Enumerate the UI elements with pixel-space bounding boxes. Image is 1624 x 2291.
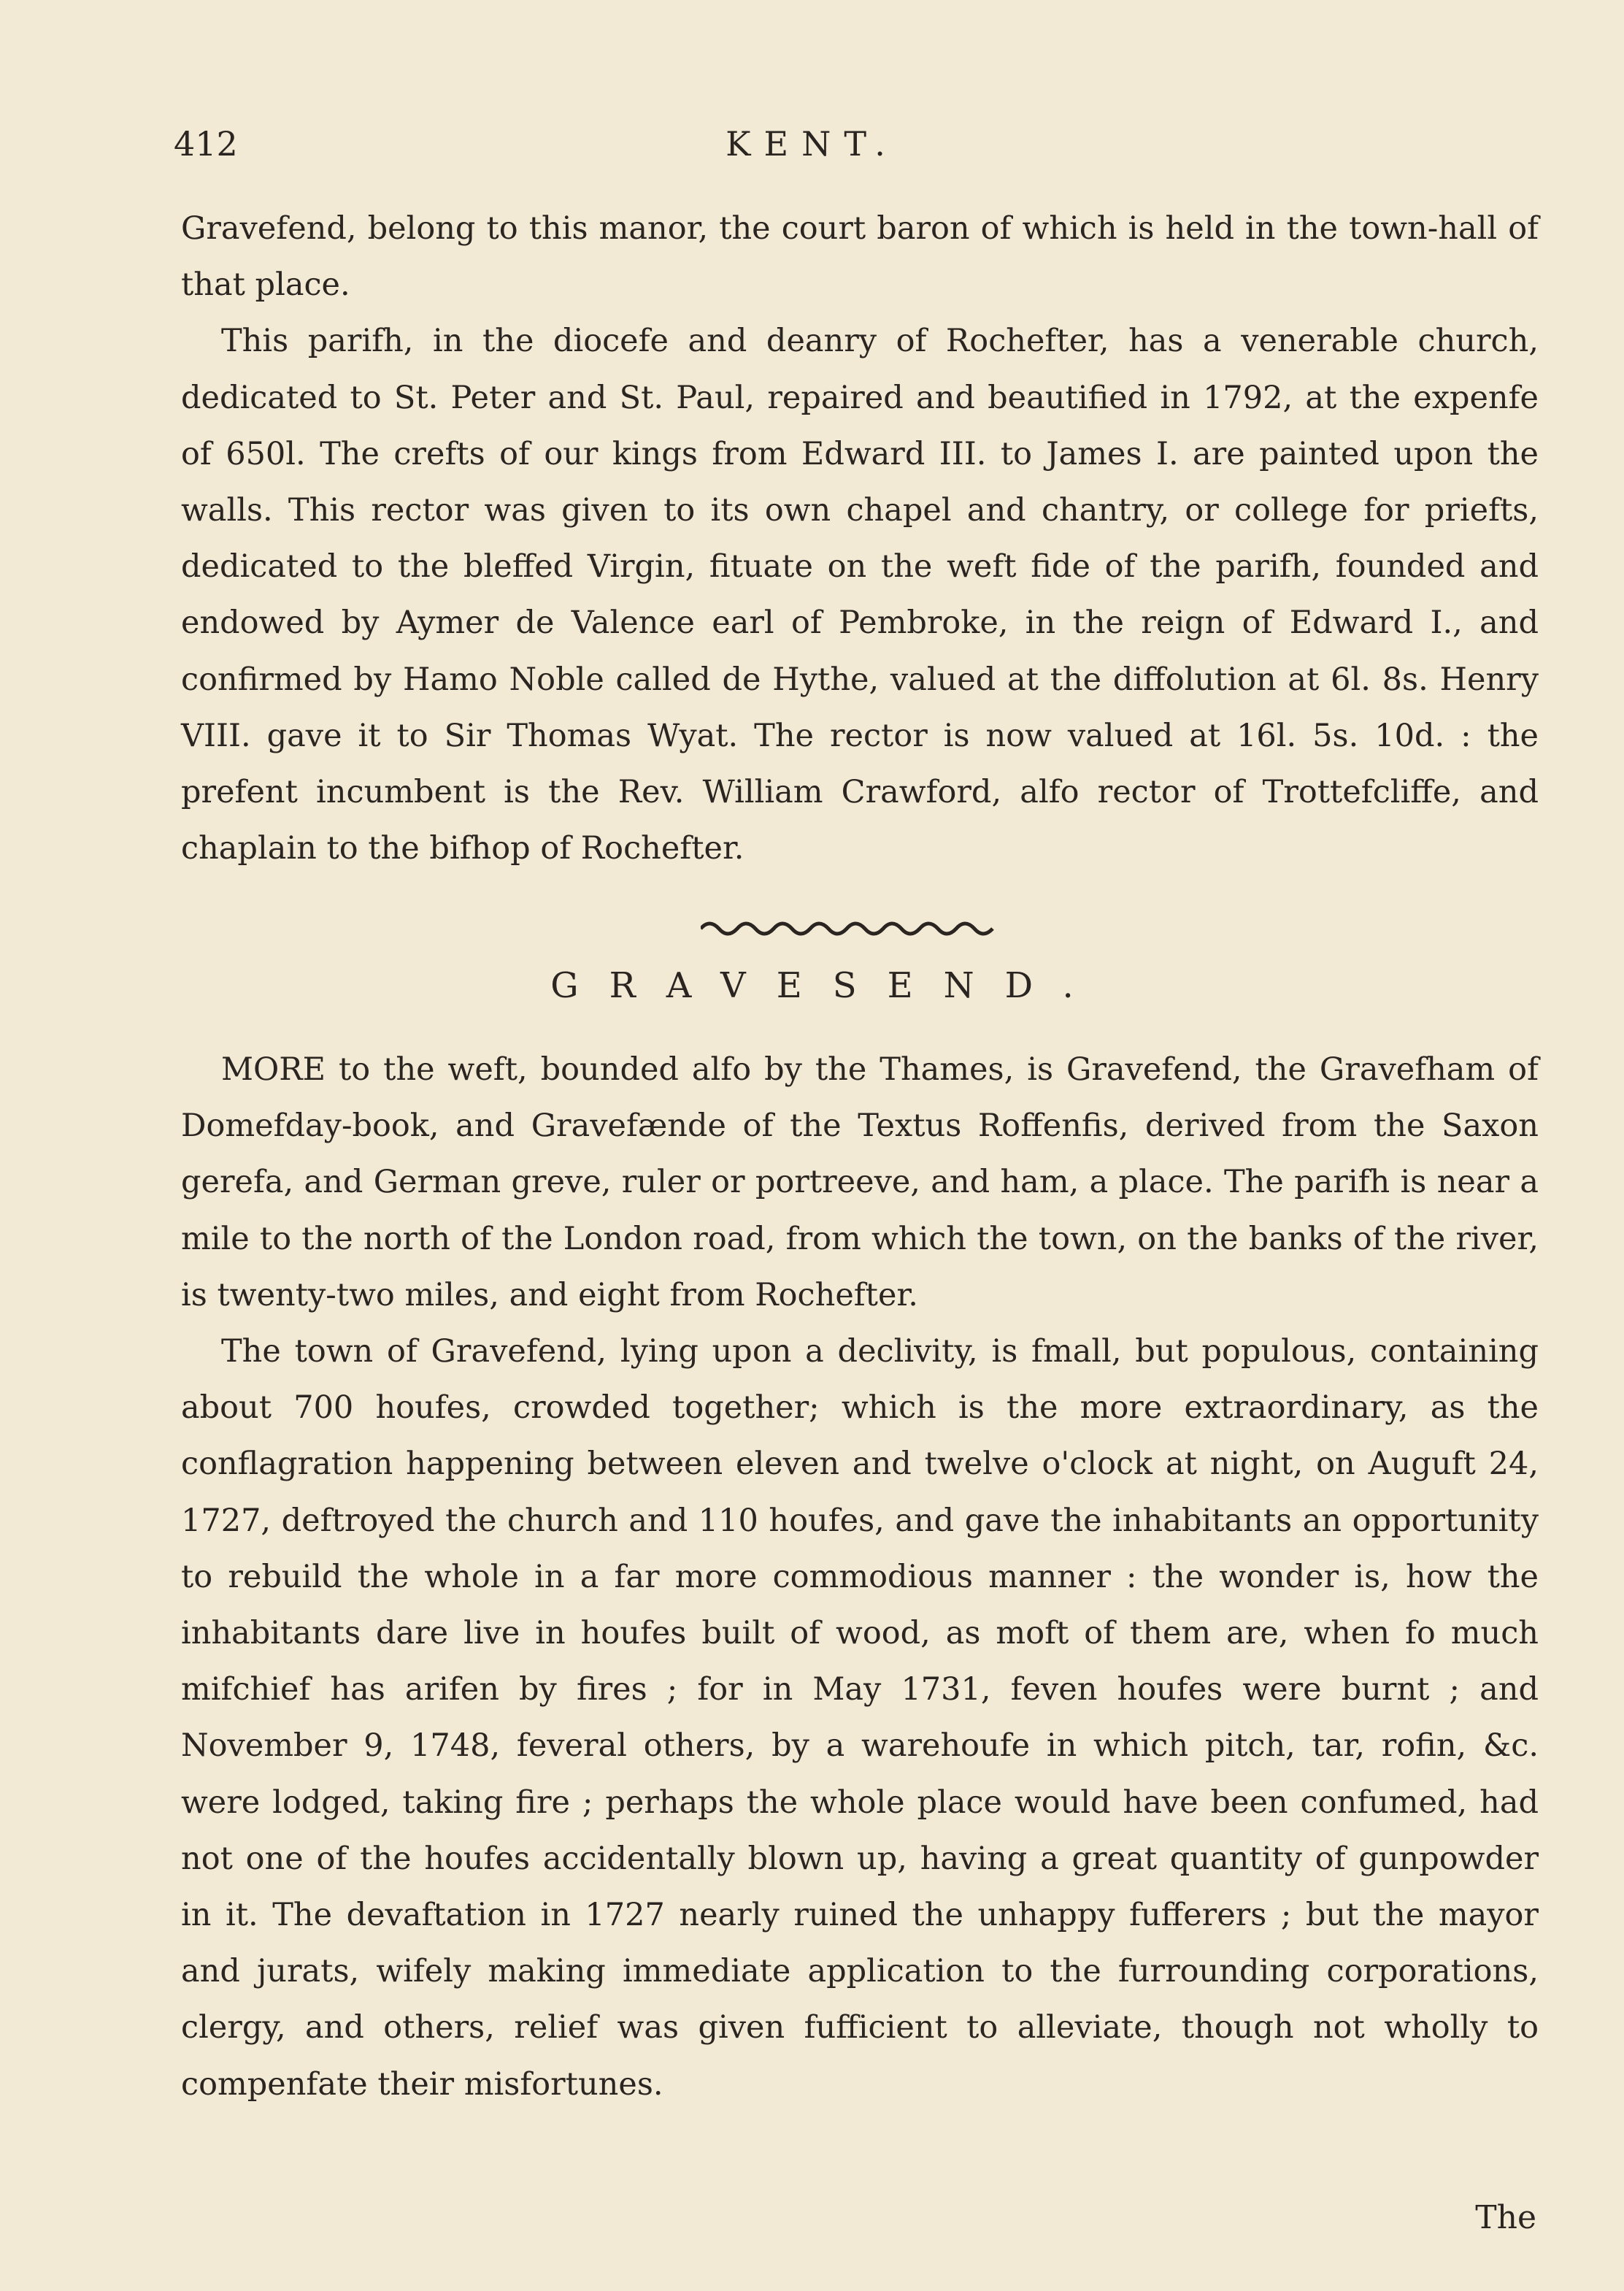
section-title: GRAVESEND. [550,965,1104,1006]
section-text [181,1042,1539,2113]
paragraph: The town of Gravefend, lying upon a declivity, is fmall, but populous, containing about 700 houfes, crowded together; which is the more extraordinary, as the conflagration happening between eleven and twelve o'clock at night, on Auguft 24, 1727, deftroyed the church and 110 houfes, and gave the inhabitants an opportunity to rebuild the whole in a far more commodious manner : the wonder is, how the inhabitants dare live in houfes built of wood, as moft of them are, when fo much mifchief has arifen by fires ; for in May 1731, feven houfes were burnt ; and November 9, 1748, feveral others, by a warehoufe in which pitch, tar, rofin, &c. were lodged, taking fire ; perhaps the whole place would have been confumed, had not one of the houfes accidentally blown up, having a great quantity of gunpowder in it. The devaftation in 1727 nearly ruined the unhappy fufferers ; but the mayor and jurats, wifely making immediate application to the furrounding corporations, clergy, and others, relief was given fufficient to alleviate, though not wholly to compenfate their misfortunes. [181,1333,1539,2103]
running-head: KENT. [726,124,898,164]
paragraph: MORE to the weft, bounded alfo by the Thames, is Gravefend, the Gravefham of Domefday-book, and Gravefænde of the Textus Roffenfis, derived from the Saxon gerefa, and German greve, ruler or portreeve, and ham, a place. The parifh is near a mile to the north of the London road, from which the town, on the banks of the river, is twenty-two miles, and eight from Rochefter. [181,1051,1539,1313]
continued-text [181,201,1539,877]
paragraph: This parifh, in the diocefe and deanry of Rochefter, has a venerable church, dedicated to St. Peter and St. Paul, repaired and beautified in 1792, at the expenfe of 650l. The crefts of our kings from Edward III. to James I. are painted upon the walls. This rector was given to its own chapel and chantry, or college for priefts, dedicated to the bleffed Virgin, fituate on the weft fide of the parifh, founded and endowed by Aymer de Valence earl of Pembroke, in the reign of Edward I., and confirmed by Hamo Noble called de Hythe, valued at the diffolution at 6l. 8s. Henry VIII. gave it to Sir Thomas Wyat. The rector is now valued at 16l. 5s. 10d. : the prefent incumbent is the Rev. William Crawford, alfo rector of Trottefcliffe, and chaplain to the bifhop of Rochefter. [181,323,1539,867]
page-number: 412 [174,124,238,164]
ornamental-divider [701,914,1000,936]
page-header [0,124,1624,175]
paragraph: Gravefend, belong to this manor, the court baron of which is held in the town-hall of that place. [181,210,1539,304]
catchword: The [1475,2199,1536,2236]
